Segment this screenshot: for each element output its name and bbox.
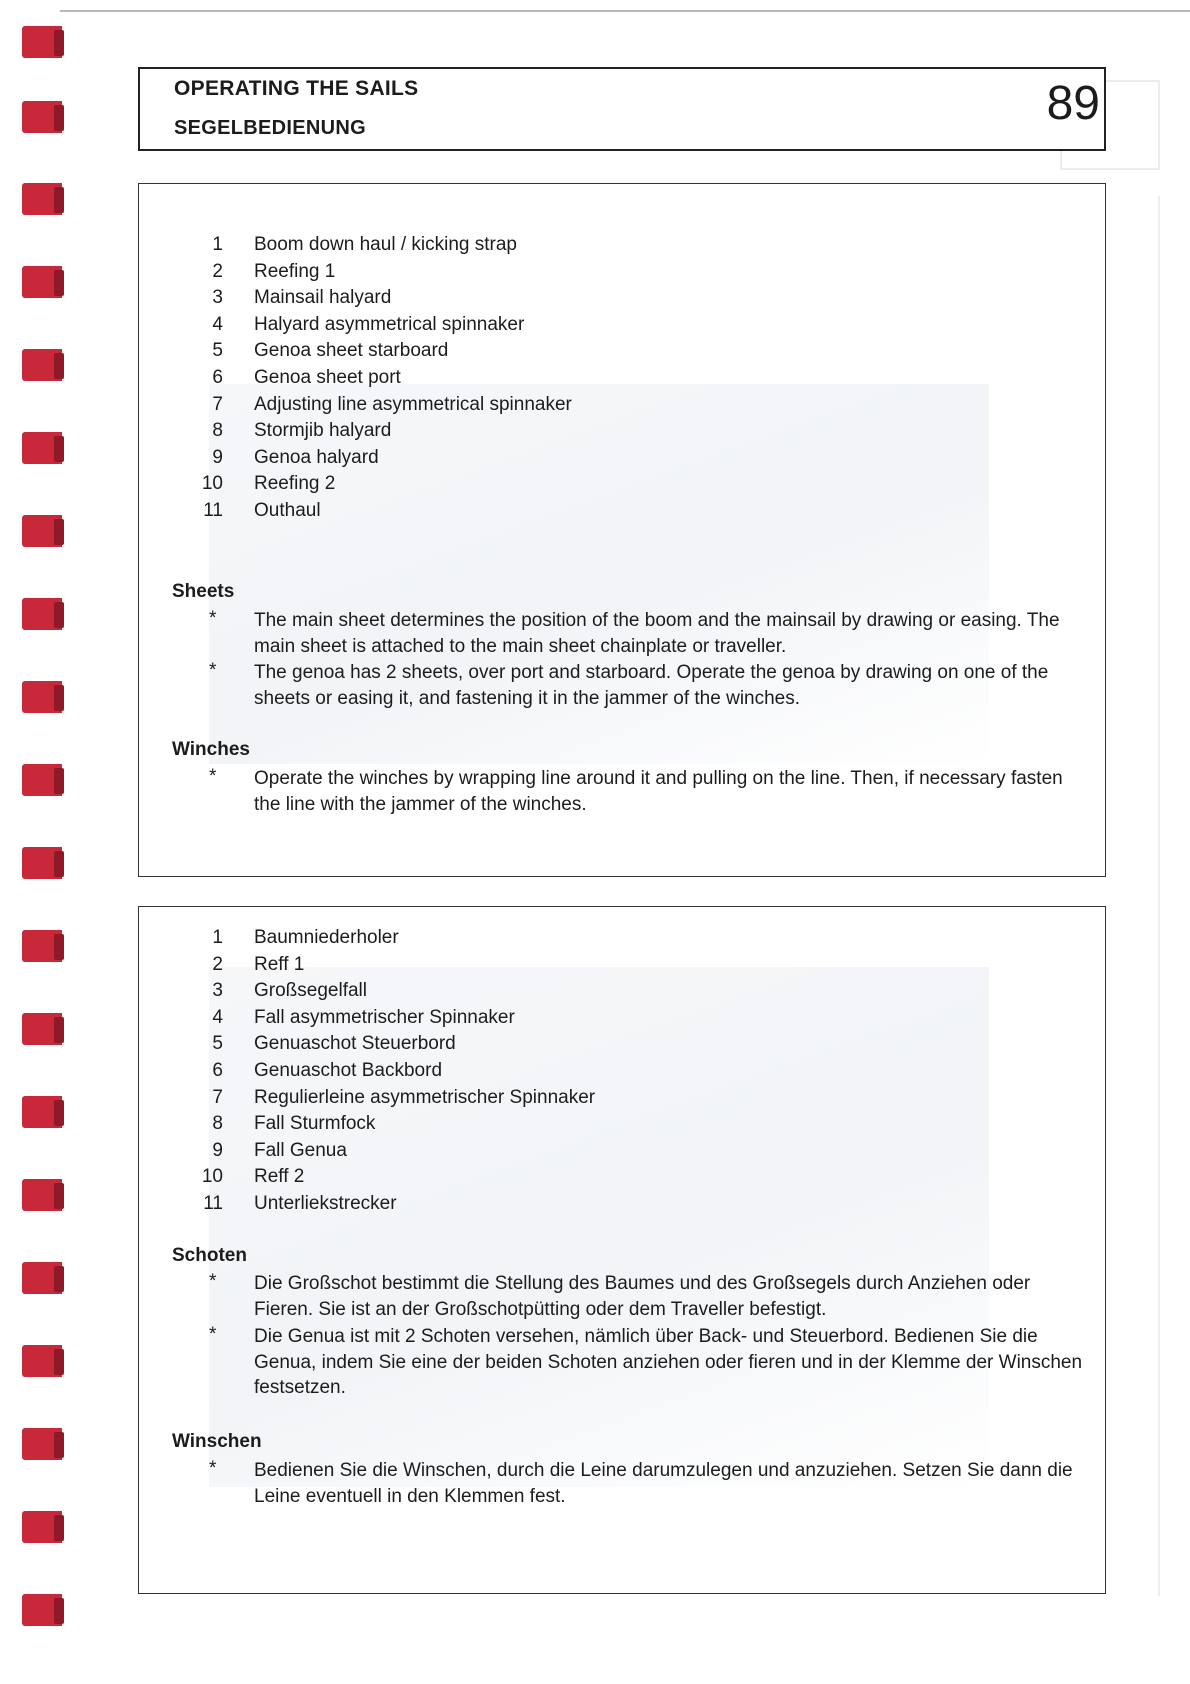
binding-ring <box>22 1258 64 1298</box>
title-german: SEGELBEDIENUNG <box>174 117 367 139</box>
binding-ring <box>22 262 64 302</box>
list-item: 3 Mainsail halyard <box>212 287 392 309</box>
binding-ring <box>22 1507 64 1547</box>
schoten-paragraph-1: Die Großschot bestimmt die Stellung des Baumes und des Großsegels durch Anziehen oder Fieren. Sie ist an der Großschotpütting oder dem Traveller befestigt. <box>254 1273 1031 1320</box>
bullet-marker: * <box>209 660 217 681</box>
sheets-paragraph-1: The main sheet determines the position of the boom and the mainsail by drawing or easing. The main sheet is attached to the main sheet chainplate or traveller. <box>254 610 1060 657</box>
bullet-marker: * <box>209 766 217 787</box>
list-item: 4 Fall asymmetrischer Spinnaker <box>212 1006 515 1028</box>
bullet-marker: * <box>209 608 217 629</box>
list-item: 9 Genoa halyard <box>212 446 379 468</box>
schoten-paragraph-2: Die Genua ist mit 2 Schoten versehen, nämlich über Back- und Steuerbord. Bedienen Sie die Genua, indem Sie eine der beiden Schoten anziehen oder fieren und in der Klemme der Winschen festsetzen. <box>254 1326 1083 1398</box>
rigging-legend-de <box>179 925 596 1218</box>
list-item: 7 Regulierleine asymmetrischer Spinnaker <box>212 1086 596 1108</box>
list-item: 11 Unterliekstrecker <box>203 1192 397 1214</box>
list-item: 1 Baumniederholer <box>212 927 399 948</box>
list-item: 8 Stormjib halyard <box>212 420 392 442</box>
binding-ring <box>22 1009 64 1049</box>
list-item: 2 Reff 1 <box>212 953 305 975</box>
spiral-binding <box>14 22 74 1682</box>
bullet-marker: * <box>209 1271 217 1292</box>
list-item: 6 Genoa sheet port <box>212 366 401 388</box>
binding-ring <box>22 97 64 137</box>
binding-ring <box>22 594 64 634</box>
heading-sheets: Sheets <box>172 581 235 602</box>
list-item: 10 Reefing 2 <box>201 473 336 495</box>
page-number: 89 <box>1046 77 1100 130</box>
list-item: 7 Adjusting line asymmetrical spinnaker <box>212 393 572 415</box>
binding-ring <box>22 22 64 62</box>
heading-winches: Winches <box>172 739 250 760</box>
binding-ring <box>22 843 64 883</box>
list-item: 4 Halyard asymmetrical spinnaker <box>212 313 525 335</box>
sheets-paragraph-2: The genoa has 2 sheets, over port and starboard. Operate the genoa by drawing on one of the sheets or easing it, and fastening it in the jammer of the winches. <box>254 662 1049 709</box>
list-item: 2 Reefing 1 <box>212 260 336 282</box>
binding-ring <box>22 1341 64 1381</box>
rigging-legend-en <box>179 232 572 525</box>
page-header <box>138 67 1106 151</box>
scan-top-edge <box>60 10 1190 12</box>
binding-ring <box>22 428 64 468</box>
list-item: 1 Boom down haul / kicking strap <box>212 234 517 255</box>
english-section <box>138 183 1106 877</box>
winschen-paragraph-1: Bedienen Sie die Winschen, durch die Leine darumzulegen und anzuziehen. Setzen Sie dann die Leine eventuell in den Klemmen fest. <box>254 1460 1073 1507</box>
list-item: 9 Fall Genua <box>212 1139 347 1161</box>
list-item: 3 Großsegelfall <box>212 980 367 1002</box>
bullet-marker: * <box>209 1458 217 1479</box>
binding-ring <box>22 1092 64 1132</box>
winches-paragraph-1: Operate the winches by wrapping line around it and pulling on the line. Then, if necessary fasten the line with the jammer of the winches. <box>254 768 1063 815</box>
list-item: 5 Genuaschot Steuerbord <box>212 1033 456 1055</box>
heading-schoten: Schoten <box>172 1245 247 1266</box>
binding-ring <box>22 1175 64 1215</box>
bullet-marker: * <box>209 1324 217 1345</box>
binding-ring <box>22 511 64 551</box>
list-item: 6 Genuaschot Backbord <box>212 1059 443 1081</box>
binding-ring <box>22 926 64 966</box>
list-item: 10 Reff 2 <box>201 1166 305 1188</box>
show-through-edge <box>1100 196 1160 1596</box>
german-section <box>138 906 1106 1594</box>
list-item: 8 Fall Sturmfock <box>212 1113 376 1135</box>
list-item: 5 Genoa sheet starboard <box>212 340 449 362</box>
list-item: 11 Outhaul <box>203 499 321 521</box>
binding-ring <box>22 345 64 385</box>
binding-ring <box>22 760 64 800</box>
binding-ring <box>22 1590 64 1630</box>
binding-ring <box>22 1424 64 1464</box>
heading-winschen: Winschen <box>172 1431 262 1452</box>
title-english: OPERATING THE SAILS <box>174 77 419 100</box>
binding-ring <box>22 179 64 219</box>
binding-ring <box>22 677 64 717</box>
